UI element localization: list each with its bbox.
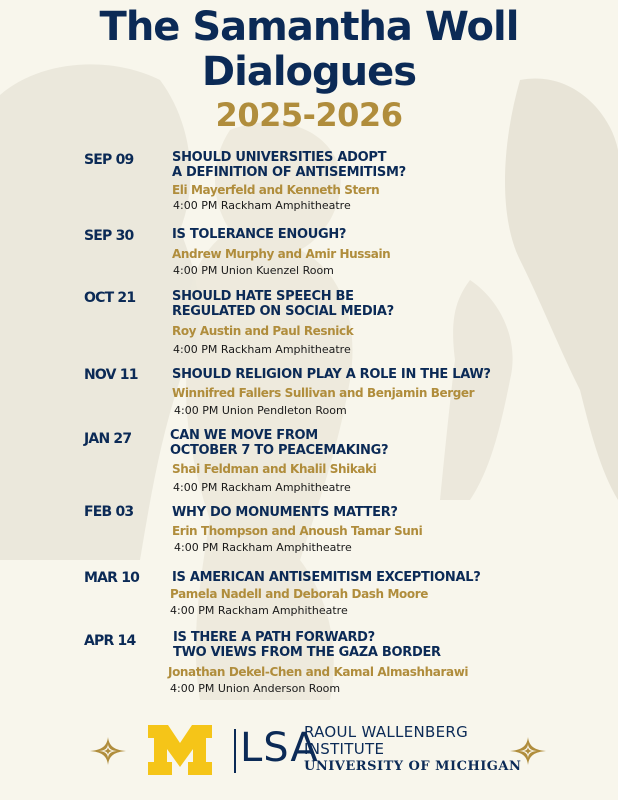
event-location: 4:00 PM Union Kuenzel Room: [173, 264, 334, 277]
event-location: 4:00 PM Rackham Amphitheatre: [173, 481, 351, 494]
event-date: APR 14: [84, 633, 136, 649]
block-m-logo: [148, 725, 212, 775]
sparkle-left-icon: [90, 737, 126, 765]
event-location: 4:00 PM Union Pendleton Room: [174, 404, 347, 417]
event-speakers: Erin Thompson and Anoush Tamar Suni: [172, 524, 423, 538]
event-date: SEP 09: [84, 152, 134, 168]
institute-name-line1: RAOUL WALLENBERG: [304, 723, 469, 741]
event-speakers: Winnifred Fallers Sullivan and Benjamin Berger: [172, 386, 475, 400]
event-question-line2: A DEFINITION OF ANTISEMITISM?: [172, 165, 406, 180]
event-question-line2: TWO VIEWS FROM THE GAZA BORDER: [173, 645, 441, 660]
event-speakers: Shai Feldman and Khalil Shikaki: [172, 462, 377, 476]
event-date: JAN 27: [84, 431, 132, 447]
event-question-line1: SHOULD UNIVERSITIES ADOPT: [172, 150, 387, 165]
event-speakers: Pamela Nadell and Deborah Dash Moore: [170, 587, 428, 601]
event-location: 4:00 PM Union Anderson Room: [170, 682, 341, 695]
event-question-line1: CAN WE MOVE FROM: [170, 428, 318, 443]
event-location: 4:00 PM Rackham Amphitheatre: [173, 199, 351, 212]
event-question-line1: IS TOLERANCE ENOUGH?: [172, 227, 347, 242]
event-date: MAR 10: [84, 570, 140, 586]
logo-divider: [234, 729, 236, 773]
university-name: UNIVERSITY OF MICHIGAN: [304, 759, 522, 774]
event-question-line2: REGULATED ON SOCIAL MEDIA?: [172, 304, 394, 319]
page-title-line1: The Samantha Woll: [99, 4, 519, 50]
event-date: NOV 11: [84, 367, 138, 383]
event-date: SEP 30: [84, 228, 134, 244]
event-speakers: Eli Mayerfeld and Kenneth Stern: [172, 183, 380, 197]
sparkle-right-icon: [510, 737, 546, 765]
page-title-line2: Dialogues: [201, 49, 417, 95]
event-question-line2: OCTOBER 7 TO PEACEMAKING?: [170, 443, 389, 458]
event-location: 4:00 PM Rackham Amphitheatre: [170, 604, 348, 617]
event-question-line1: SHOULD HATE SPEECH BE: [172, 289, 354, 304]
season-year: 2025-2026: [215, 96, 403, 134]
event-question-line1: WHY DO MONUMENTS MATTER?: [172, 505, 398, 520]
event-location: 4:00 PM Rackham Amphitheatre: [174, 541, 352, 554]
event-question-line1: SHOULD RELIGION PLAY A ROLE IN THE LAW?: [172, 367, 491, 382]
event-speakers: Roy Austin and Paul Resnick: [172, 324, 354, 338]
lsa-wordmark: LSA: [240, 725, 319, 771]
event-date: FEB 03: [84, 504, 134, 520]
event-question-line1: IS AMERICAN ANTISEMITISM EXCEPTIONAL?: [172, 570, 481, 585]
footer-logos: [0, 715, 618, 785]
event-location: 4:00 PM Rackham Amphitheatre: [173, 343, 351, 356]
event-question-line1: IS THERE A PATH FORWARD?: [173, 630, 375, 645]
event-speakers: Andrew Murphy and Amir Hussain: [172, 247, 391, 261]
event-date: OCT 21: [84, 290, 136, 306]
event-speakers: Jonathan Dekel-Chen and Kamal Almashharawi: [168, 665, 469, 679]
institute-name-line2: INSTITUTE: [304, 740, 385, 758]
